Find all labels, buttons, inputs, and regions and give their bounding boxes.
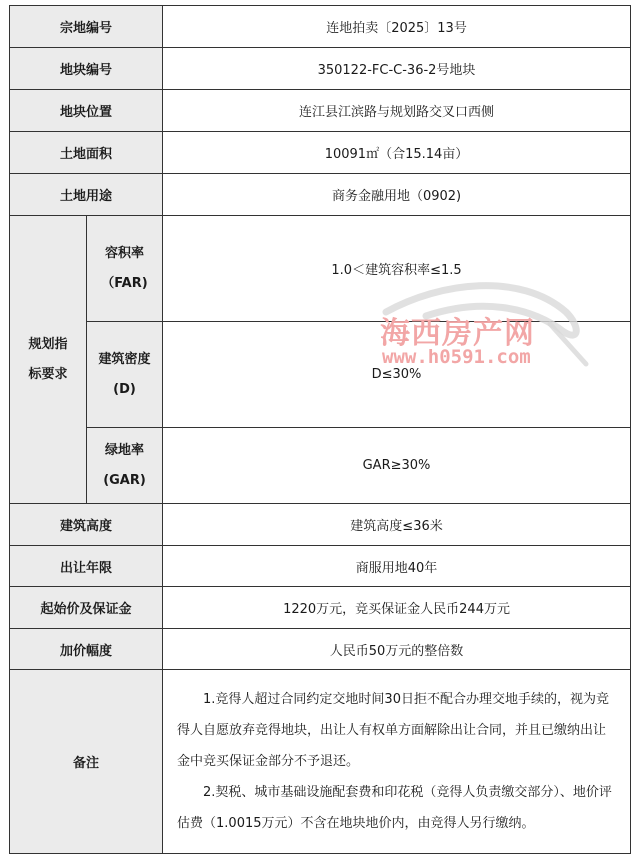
planning-item-label: 绿地率(GAR) <box>87 428 163 504</box>
planning-item-label: 建筑密度(D) <box>87 322 163 428</box>
row-value: 1220万元，竞买保证金人民币244万元 <box>163 587 631 629</box>
planning-label <box>10 216 87 504</box>
table-row <box>10 322 631 428</box>
row-value: 连江县江滨路与规划路交叉口西侧 <box>163 90 631 132</box>
row-value: 连地拍卖〔2025〕13号 <box>163 6 631 48</box>
land-info-table <box>9 5 631 854</box>
planning-item-value: 1.0＜建筑容积率≤1.5 <box>163 216 631 322</box>
table-row <box>10 428 631 504</box>
planning-item-value: GAR≥30% <box>163 428 631 504</box>
row-label: 起始价及保证金 <box>10 587 163 629</box>
row-label: 宗地编号 <box>10 6 163 48</box>
row-label: 土地面积 <box>10 132 163 174</box>
planning-label-text: 规划指标要求 <box>28 336 68 382</box>
row-value: 商务金融用地（0902) <box>163 174 631 216</box>
row-label: 加价幅度 <box>10 629 163 670</box>
table-row <box>10 504 631 546</box>
row-label: 建筑高度 <box>10 504 163 546</box>
table-row <box>10 216 631 322</box>
watermark-brand: 海西房产网 <box>380 316 535 351</box>
row-label: 地块编号 <box>10 48 163 90</box>
table-row <box>10 174 631 216</box>
row-value: 10091㎡（合15.14亩） <box>163 132 631 174</box>
table-row <box>10 629 631 670</box>
table-row <box>10 546 631 587</box>
table-row <box>10 6 631 48</box>
notes-paragraph: 1.竞得人超过合同约定交地时间30日拒不配合办理交地手续的，视为竞得人自愿放弃竞得地块，出让人有权单方面解除出让合同，并且已缴纳出让金中竞买保证金部分不予退还。 <box>177 692 609 769</box>
row-value: 350122-FC-C-36-2号地块 <box>163 48 631 90</box>
notes-label: 备注 <box>10 670 163 854</box>
notes-content <box>163 670 631 854</box>
row-value: 人民币50万元的整倍数 <box>163 629 631 670</box>
watermark-site: www.h0591.com <box>382 346 531 368</box>
row-label: 出让年限 <box>10 546 163 587</box>
row-label: 土地用途 <box>10 174 163 216</box>
row-value: 建筑高度≤36米 <box>163 504 631 546</box>
notes-paragraph: 2.契税、城市基础设施配套费和印花税（竞得人负责缴交部分）、地价评估费（1.0015万元）不含在地块地价内，由竞得人另行缴纳。 <box>177 785 612 831</box>
table-row <box>10 587 631 629</box>
row-label: 地块位置 <box>10 90 163 132</box>
table-row <box>10 670 631 854</box>
table-row <box>10 90 631 132</box>
table-row <box>10 48 631 90</box>
planning-item-value: D≤30% <box>163 322 631 428</box>
row-value: 商服用地40年 <box>163 546 631 587</box>
planning-item-label: 容积率（FAR) <box>87 216 163 322</box>
table-row <box>10 132 631 174</box>
